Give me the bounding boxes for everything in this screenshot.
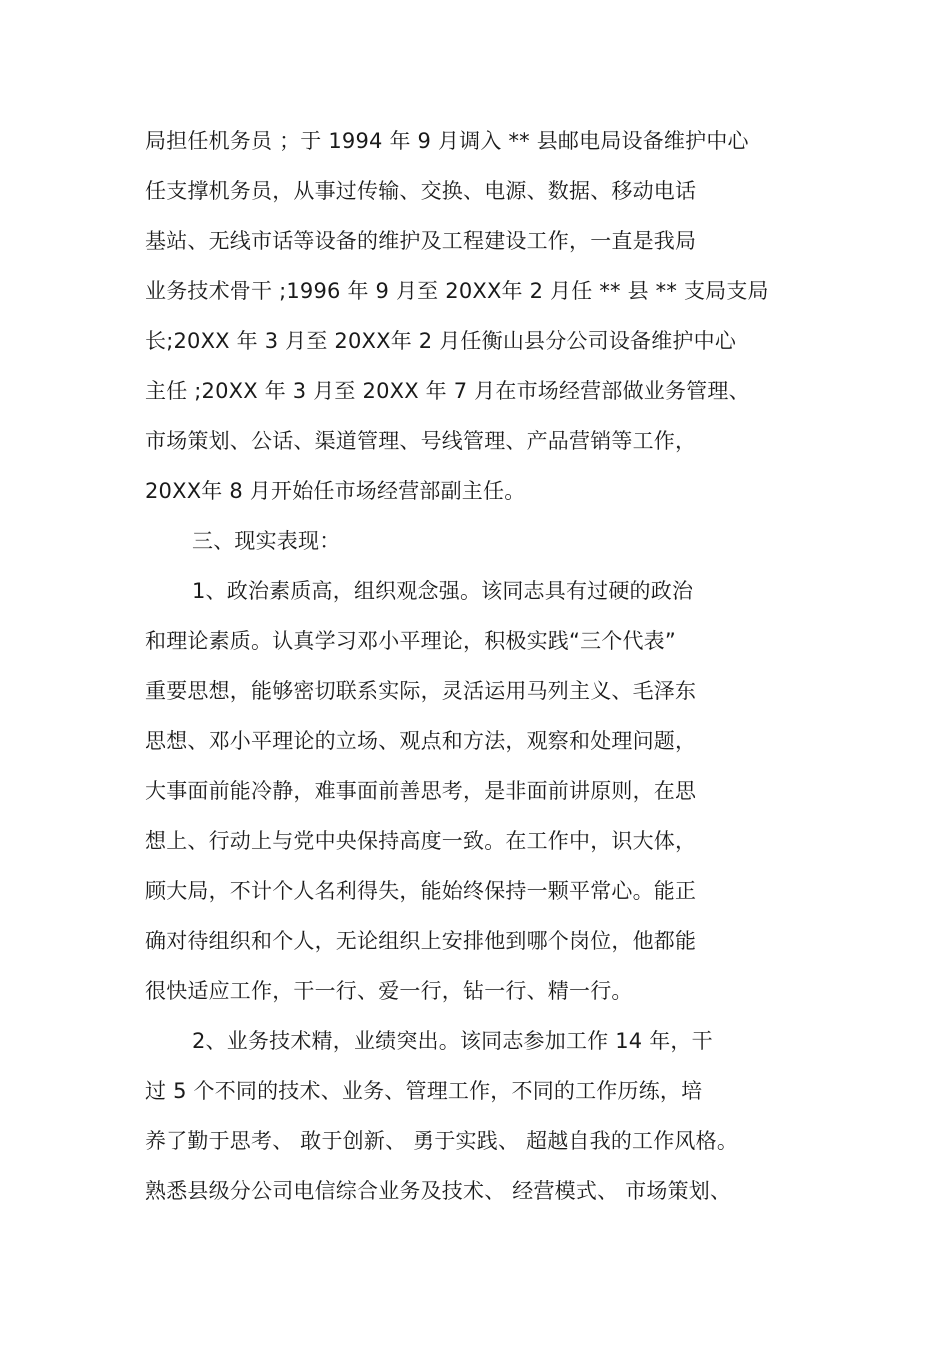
text-line-1: 局担任机务员 ；于 1994 年 9 月调入 ** 县邮电局设备维护中心 (145, 129, 749, 153)
text-line-8: 20XX年 8 月开始任市场经营部副主任。 (145, 479, 526, 503)
paragraph-2-start: 2、业务技术精，业绩突出。该同志参加工作 14 年，干 (192, 1029, 713, 1053)
text-line-17: 确对待组织和个人，无论组织上安排他到哪个岗位，他都能 (145, 929, 697, 953)
text-line-4: 业务技术骨干 ;1996 年 9 月至 20XX年 2 月任 ** 县 ** 支局支局 (145, 279, 769, 303)
text-line-15: 想上、行动上与党中央保持高度一致。在工作中，识大体， (145, 829, 697, 853)
text-line-18: 很快适应工作，干一行、爱一行，钻一行、精一行。 (145, 979, 633, 1003)
section-heading: 三、现实表现： (192, 529, 341, 553)
text-line-12: 重要思想，能够密切联系实际，灵活运用马列主义、毛泽东 (145, 679, 697, 703)
text-line-14: 大事面前能冷静，难事面前善思考，是非面前讲原则，在思 (145, 779, 697, 803)
text-line-13: 思想、邓小平理论的立场、观点和方法，观察和处理问题， (145, 729, 697, 753)
text-line-6: 主任 ;20XX 年 3 月至 20XX 年 7 月在市场经营部做业务管理、 (145, 379, 750, 403)
text-line-16: 顾大局，不计个人名利得失，能始终保持一颗平常心。能正 (145, 879, 697, 903)
text-line-20: 过 5 个不同的技术、业务、管理工作，不同的工作历练，培 (145, 1079, 703, 1103)
text-line-7: 市场策划、公话、渠道管理、号线管理、产品营销等工作， (145, 429, 697, 453)
paragraph-1-start: 1、政治素质高，组织观念强。该同志具有过硬的政治 (192, 579, 694, 603)
text-line-5: 长;20XX 年 3 月至 20XX年 2 月任衡山县分公司设备维护中心 (145, 329, 737, 353)
text-line-21: 养了勤于思考、 敢于创新、 勇于实践、 超越自我的工作风格。 (145, 1129, 739, 1153)
text-line-11: 和理论素质。认真学习邓小平理论，积极实践“三个代表” (145, 629, 676, 653)
text-line-2: 任支撑机务员，从事过传输、交换、电源、数据、移动电话 (145, 179, 697, 203)
text-line-3: 基站、无线市话等设备的维护及工程建设工作，一直是我局 (145, 229, 697, 253)
text-line-22: 熟悉县级分公司电信综合业务及技术、 经营模式、 市场策划、 (145, 1179, 732, 1203)
